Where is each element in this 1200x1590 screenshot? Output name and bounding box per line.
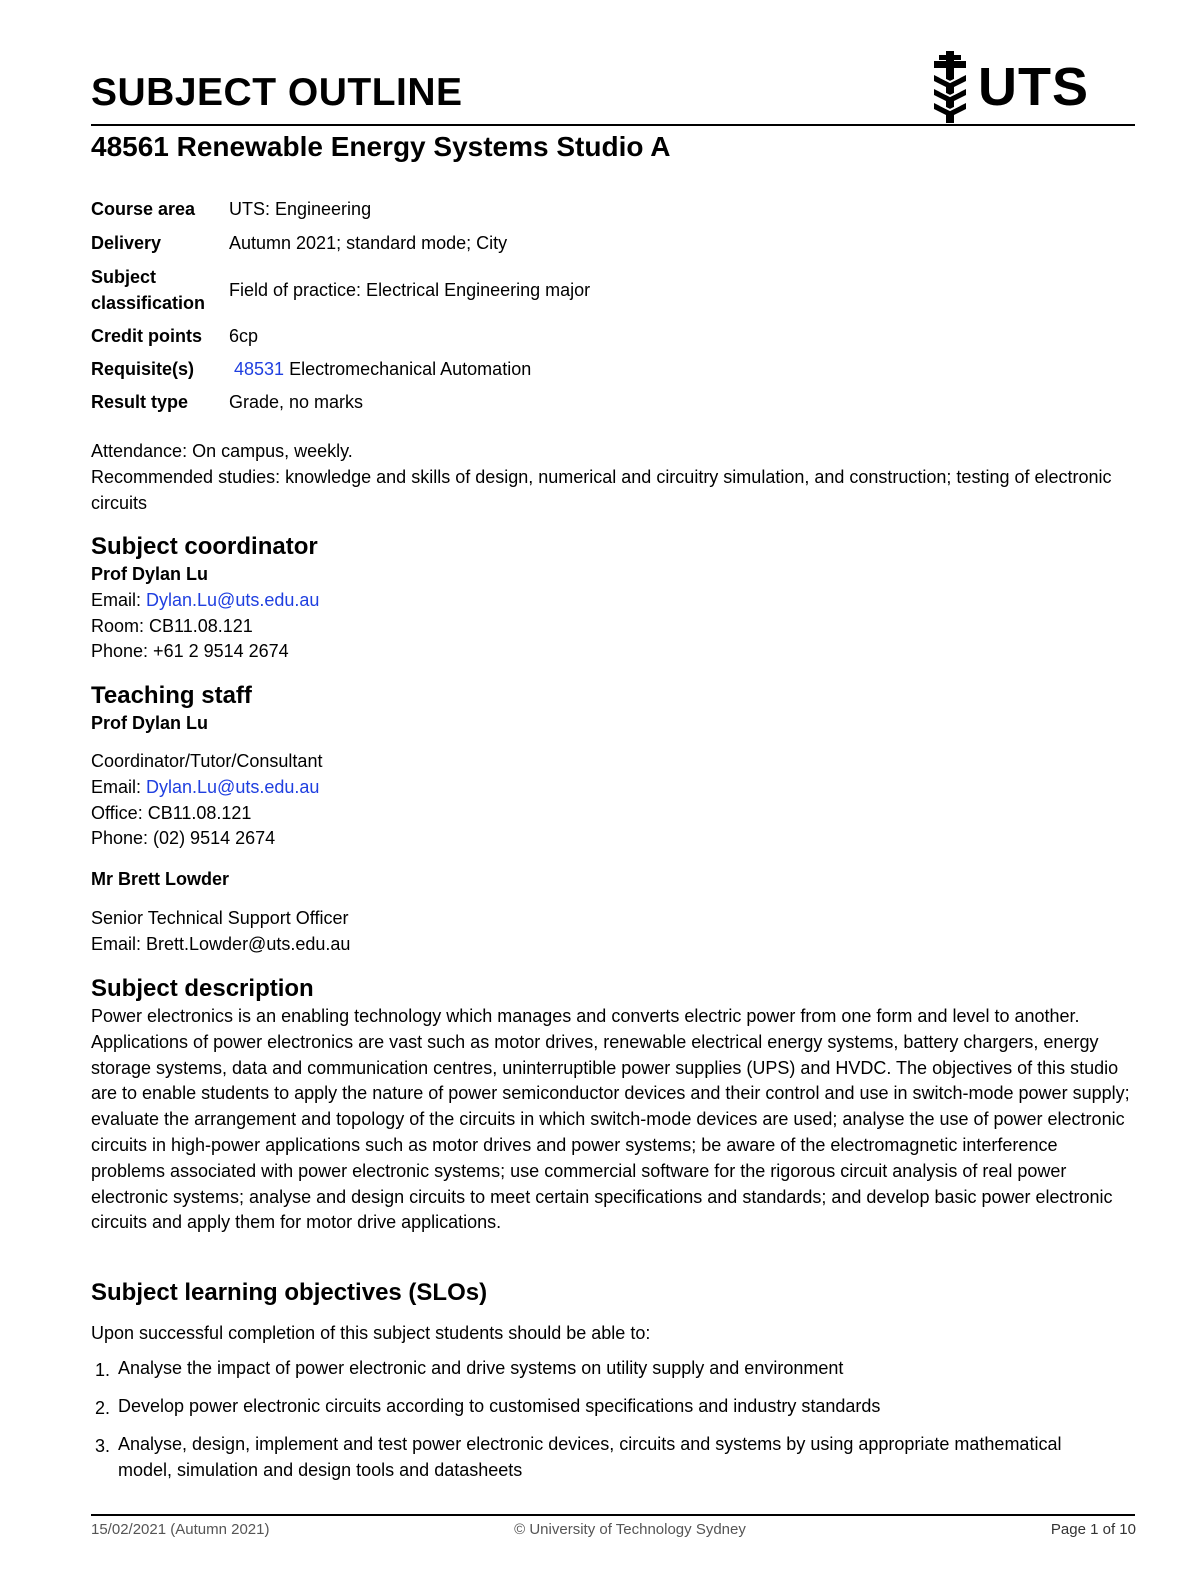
details-key: Credit points bbox=[91, 326, 202, 346]
coordinator-email-link[interactable]: Dylan.Lu@uts.edu.au bbox=[146, 589, 320, 610]
coordinator-heading: Subject coordinator bbox=[91, 533, 318, 560]
email-label: Email: bbox=[91, 589, 147, 610]
subject-details-table bbox=[91, 192, 590, 418]
staff-email-line bbox=[91, 775, 1135, 801]
footer-rule bbox=[91, 1514, 1135, 1516]
logo-text: UTS bbox=[978, 57, 1089, 117]
description-heading: Subject description bbox=[91, 975, 314, 1002]
footer-date: 15/02/2021 (Autumn 2021) bbox=[91, 1521, 270, 1538]
slo-text: Analyse the impact of power electronic and drive systems on utility supply and environment bbox=[118, 1358, 844, 1378]
staff-role: Coordinator/Tutor/Consultant bbox=[91, 751, 323, 771]
details-value: UTS: Engineering bbox=[229, 199, 372, 219]
details-value bbox=[229, 352, 590, 386]
coordinator-block bbox=[91, 562, 1135, 665]
details-key bbox=[91, 260, 229, 320]
staff-details bbox=[91, 749, 1135, 852]
details-value: Grade, no marks bbox=[229, 392, 364, 412]
slo-number: 1. bbox=[95, 1360, 111, 1380]
details-key: Result type bbox=[91, 392, 189, 412]
details-row bbox=[91, 192, 590, 226]
coordinator-name: Prof Dylan Lu bbox=[91, 564, 209, 584]
staff-member bbox=[91, 867, 1135, 893]
details-key-line: Subject bbox=[91, 267, 157, 287]
staff-office: Office: CB11.08.121 bbox=[91, 802, 252, 823]
details-row bbox=[91, 320, 590, 352]
teaching-staff-heading: Teaching staff bbox=[91, 682, 252, 709]
header-rule bbox=[91, 124, 1135, 126]
details-key: Requisite(s) bbox=[91, 359, 195, 379]
footer-copyright: © University of Technology Sydney bbox=[514, 1521, 746, 1538]
coordinator-phone: Phone: +61 2 9514 2674 bbox=[91, 641, 289, 662]
staff-name: Prof Dylan Lu bbox=[91, 713, 209, 733]
details-row bbox=[91, 226, 590, 260]
slo-text: Analyse, design, implement and test power electronic devices, circuits and systems by using appropriate mathematical model, simulation and design tools and datasheets bbox=[118, 1434, 1062, 1480]
slo-text: Develop power electronic circuits according to customised specifications and industry standards bbox=[118, 1396, 881, 1416]
staff-name: Mr Brett Lowder bbox=[91, 869, 230, 889]
details-value: Field of practice: Electrical Engineering major bbox=[229, 280, 591, 300]
subject-title: 48561 Renewable Energy Systems Studio A bbox=[91, 131, 671, 162]
staff-details bbox=[91, 906, 1135, 958]
document-title: SUBJECT OUTLINE bbox=[91, 71, 463, 114]
coordinator-room: Room: CB11.08.121 bbox=[91, 615, 253, 636]
uts-crest-icon bbox=[928, 51, 972, 123]
requisite-link[interactable]: 48531 bbox=[234, 359, 285, 379]
coordinator-email-line bbox=[91, 588, 1135, 614]
details-value: 6cp bbox=[229, 326, 259, 346]
staff-email-link[interactable]: Dylan.Lu@uts.edu.au bbox=[146, 776, 320, 797]
details-value: Autumn 2021; standard mode; City bbox=[229, 233, 508, 253]
slo-number: 3. bbox=[95, 1436, 111, 1456]
details-row bbox=[91, 352, 590, 386]
details-row bbox=[91, 260, 590, 320]
attendance-note: Attendance: On campus, weekly. bbox=[91, 441, 353, 461]
staff-role: Senior Technical Support Officer bbox=[91, 908, 349, 928]
requisite-name: Electromechanical Automation bbox=[284, 359, 532, 379]
details-row bbox=[91, 386, 590, 418]
staff-email-line: Email: Brett.Lowder@uts.edu.au bbox=[91, 933, 351, 954]
slo-number: 2. bbox=[95, 1398, 111, 1418]
staff-phone: Phone: (02) 9514 2674 bbox=[91, 828, 276, 849]
staff-member bbox=[91, 711, 1135, 737]
slo-heading: Subject learning objectives (SLOs) bbox=[91, 1279, 488, 1306]
footer-page-number: Page 1 of 10 bbox=[1050, 1521, 1136, 1538]
details-key-line: classification bbox=[91, 293, 206, 313]
uts-logo bbox=[926, 51, 1096, 123]
recommended-studies-note: Recommended studies: knowledge and skills of design, numerical and circuitry simulation, and construction; testing of electronic circuits bbox=[91, 466, 1112, 513]
description-text: Power electronics is an enabling technology which manages and converts electric power from one form and level to another. Applications of power electronics are vast such as motor drives, renewable electrical energy systems, battery chargers, energy storage systems, data and communication centres, uninterruptible power supplies (UPS) and HVDC. The objectives of this studio are to enable students to apply the nature of power semiconductor devices and their control and use in switch-mode power supply; evaluate the arrangement and topology of the circuits in which switch-mode devices are used; analyse the use of power electronic circuits in high-power applications such as motor drives and power systems; be aware of the electromagnetic interference problems associated with power electronic systems; use commercial software for the rigorous circuit analysis of real power electronic systems; analyse and design circuits to meet certain specifications and standards; and develop basic power electronic circuits and apply them for motor drive applications. bbox=[91, 1006, 1130, 1233]
notes-block bbox=[91, 439, 1135, 516]
details-key: Delivery bbox=[91, 233, 162, 253]
email-label: Email: bbox=[91, 776, 147, 797]
slo-intro: Upon successful completion of this subject students should be able to: bbox=[91, 1323, 651, 1343]
details-key: Course area bbox=[91, 199, 196, 219]
